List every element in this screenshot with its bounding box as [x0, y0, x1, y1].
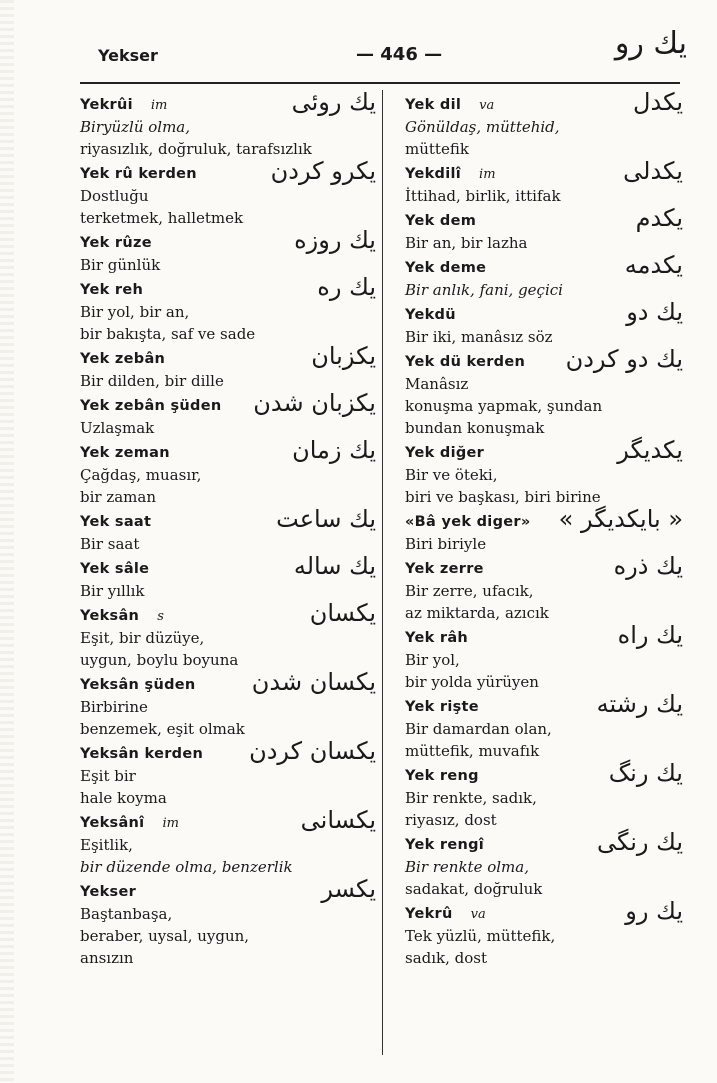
dictionary-entry — [405, 505, 683, 555]
arabic-script: يكسر — [321, 875, 376, 903]
dictionary-entry — [80, 552, 376, 602]
dictionary-entry — [405, 436, 683, 508]
dictionary-entry — [405, 759, 683, 831]
arabic-script: يكدل — [633, 88, 683, 116]
dictionary-entry — [80, 226, 376, 276]
arabic-script: يك رنگى — [596, 828, 683, 856]
arabic-script: « بايكديگر » — [558, 505, 683, 533]
arabic-script: يك دو — [626, 298, 683, 326]
definition-line: Birbirine — [80, 698, 148, 716]
headword-line — [80, 875, 376, 903]
headword: Yek rû kerden — [80, 166, 197, 182]
headword-line — [80, 436, 376, 464]
headword: Yek saat — [80, 514, 152, 530]
dictionary-entry — [80, 505, 376, 555]
dictionary-entry — [80, 668, 376, 740]
headword: Yek zebân — [80, 351, 166, 367]
dictionary-entry — [405, 690, 683, 762]
dictionary-entry — [405, 897, 683, 969]
arabic-script: يك زمان — [292, 436, 376, 464]
arabic-script: يك دو كردن — [565, 345, 683, 373]
headword-line — [405, 690, 683, 718]
headword-line — [80, 389, 376, 417]
dictionary-entry — [80, 436, 376, 508]
headword-line — [405, 621, 683, 649]
headword-line — [80, 157, 376, 185]
definition-line: riyasız, dost — [405, 811, 497, 829]
arabic-script: يك رنگ — [608, 759, 683, 787]
arabic-script: يك ساله — [293, 552, 376, 580]
definition-line: Eşitlik, — [80, 836, 133, 854]
definition-line: Bir renkte, sadık, — [405, 789, 537, 807]
left-column — [80, 88, 376, 972]
arabic-script: يك روزه — [294, 226, 376, 254]
arabic-script: يكزبان شدن — [253, 389, 376, 417]
page-number: — 446 — — [356, 44, 443, 65]
arabic-script: يكسان كردن — [249, 737, 376, 765]
headword-line — [405, 157, 683, 185]
headword: Yek dem — [405, 213, 477, 229]
dictionary-entry — [405, 345, 683, 439]
definition-line: Uzlaşmak — [80, 419, 155, 437]
headword: Yeksân — [80, 608, 140, 624]
definition-line: az miktarda, azıcık — [405, 604, 549, 622]
headword-line — [405, 298, 683, 326]
definition-line: uygun, boylu boyuna — [80, 651, 239, 669]
dictionary-entry — [405, 157, 683, 207]
definition-line: riyasızlık, doğruluk, tarafsızlık — [80, 140, 312, 158]
headword: Yek diğer — [405, 445, 485, 461]
definition-line: sadık, dost — [405, 949, 488, 967]
definition-line: Bir günlük — [80, 256, 161, 274]
dictionary-entry — [80, 875, 376, 969]
headword-line — [80, 226, 376, 254]
headword: Yeksânî — [80, 815, 145, 831]
definition-line: Bir anlık, fani, geçici — [405, 281, 563, 299]
headword: Yek dü kerden — [405, 354, 526, 370]
definition-line: Bir damardan olan, — [405, 720, 552, 738]
dictionary-entry — [80, 273, 376, 345]
dictionary-entry — [80, 806, 376, 878]
definition-line: Eşit, bir düzüye, — [80, 629, 205, 647]
definition-line: bir yolda yürüyen — [405, 673, 539, 691]
headword-line — [80, 505, 376, 533]
dictionary-entry — [80, 389, 376, 439]
arabic-script: يك راه — [617, 621, 683, 649]
arabic-script: يك ذره — [613, 552, 683, 580]
headword: Yek zerre — [405, 561, 484, 577]
dictionary-entry — [405, 88, 683, 160]
headword: Yek zeman — [80, 445, 170, 461]
page-binding-edge — [0, 0, 14, 1083]
definition-line: sadakat, doğruluk — [405, 880, 543, 898]
grammar-tag: va — [470, 907, 486, 922]
dictionary-entry — [80, 599, 376, 671]
headword: Yek sâle — [80, 561, 150, 577]
definition-line: Bir yol, — [405, 651, 460, 669]
grammar-tag: im — [150, 98, 168, 113]
headword-line — [405, 251, 683, 279]
arabic-script: يكسان — [309, 599, 376, 627]
dictionary-entry — [80, 88, 376, 160]
grammar-tag: va — [479, 98, 495, 113]
definition-line: Bir yıllık — [80, 582, 145, 600]
definition-line: beraber, uysal, uygun, — [80, 927, 250, 945]
headword: Yek rengî — [405, 837, 485, 853]
headword: Yeksân şüden — [80, 677, 196, 693]
definition-line: Bir saat — [80, 535, 140, 553]
headword-line — [405, 897, 683, 925]
headword-line — [405, 204, 683, 232]
definition-line: benzemek, eşit olmak — [80, 720, 245, 738]
headword: Yekdü — [405, 307, 456, 323]
definition-line: Baştanbaşa, — [80, 905, 173, 923]
headword: Yekdilî — [405, 166, 462, 182]
arabic-script: يك ره — [317, 273, 376, 301]
definition-line: Biri biriyle — [405, 535, 487, 553]
dictionary-entry — [80, 737, 376, 809]
arabic-script: يكدلى — [623, 157, 683, 185]
headword: Yekser — [80, 884, 137, 900]
dictionary-entry — [80, 342, 376, 392]
definition-line: bir zaman — [80, 488, 157, 506]
definition-line: Bir zerre, ufacık, — [405, 582, 534, 600]
arabic-script: يكدم — [635, 204, 683, 232]
arabic-script: يكزبان — [311, 342, 376, 370]
headword-line — [405, 436, 683, 464]
arabic-script: يكديگر — [617, 436, 683, 464]
headword-line — [405, 759, 683, 787]
headword: Yek deme — [405, 260, 487, 276]
definition-line: konuşma yapmak, şundan — [405, 397, 603, 415]
running-head-word: Yekser — [98, 46, 158, 65]
definition-line: Eşit bir — [80, 767, 136, 785]
definition-line: hale koyma — [80, 789, 167, 807]
headword-line — [80, 668, 376, 696]
page-header — [0, 0, 717, 80]
definition-line: Çağdaş, muasır, — [80, 466, 202, 484]
headword: Yekrûi — [80, 97, 133, 113]
definition-line: Bir yol, bir an, — [80, 303, 190, 321]
definition-line: Bir ve öteki, — [405, 466, 498, 484]
dictionary-entry — [405, 552, 683, 624]
definition-line: Dostluğu — [80, 187, 149, 205]
definition-line: ansızın — [80, 949, 134, 967]
headword: Yek reh — [80, 282, 144, 298]
definition-line: Tek yüzlü, müttefik, — [405, 927, 556, 945]
arabic-script: يك روئى — [291, 88, 376, 116]
arabic-script: يكسانى — [300, 806, 376, 834]
arabic-script: يكسان شدن — [251, 668, 376, 696]
dictionary-entry — [405, 621, 683, 693]
column-divider — [382, 90, 383, 1055]
arabic-script: يك رو — [625, 897, 683, 925]
headword: Yek dil — [405, 97, 462, 113]
headword: Yeksân kerden — [80, 746, 204, 762]
definition-line: Bir dilden, bir dille — [80, 372, 224, 390]
headword-line — [405, 345, 683, 373]
grammar-tag: im — [162, 816, 179, 831]
right-column — [405, 88, 683, 972]
arabic-script: يك رشته — [596, 690, 683, 718]
definition-line: bir düzende olma, benzerlik — [80, 858, 293, 876]
dictionary-entry — [405, 204, 683, 254]
grammar-tag: im — [479, 167, 496, 182]
headword-line — [80, 552, 376, 580]
headword: Yek rişte — [405, 699, 479, 715]
headword-line — [80, 273, 376, 301]
dictionary-entry — [405, 298, 683, 348]
headword-line — [80, 806, 376, 834]
headword-line — [80, 88, 376, 116]
headword: Yek râh — [405, 630, 469, 646]
definition-line: müttefik — [405, 140, 469, 158]
headword-line — [405, 505, 683, 533]
running-head-arabic: يك رو — [614, 26, 687, 61]
dictionary-entry — [80, 157, 376, 229]
headword: Yek zebân şüden — [80, 398, 222, 414]
definition-line: Bir an, bir lazha — [405, 234, 528, 252]
headword: Yekrû — [405, 906, 453, 922]
definition-line: bundan konuşmak — [405, 419, 545, 437]
grammar-tag: s — [157, 609, 164, 624]
arabic-script: يك ساعت — [276, 505, 376, 533]
headword: «Bâ yek diger» — [405, 514, 531, 530]
headword: Yek rûze — [80, 235, 152, 251]
headword-line — [405, 552, 683, 580]
definition-line: müttefik, muvafık — [405, 742, 540, 760]
headword-line — [405, 828, 683, 856]
definition-line: İttihad, birlik, ittifak — [405, 187, 561, 205]
headword-line — [405, 88, 683, 116]
headword-line — [80, 342, 376, 370]
definition-line: Biryüzlü olma, — [80, 118, 191, 136]
definition-line: Bir iki, manâsız söz — [405, 328, 553, 346]
headword-line — [80, 599, 376, 627]
definition-line: Gönüldaş, müttehid, — [405, 118, 560, 136]
dictionary-entry — [405, 251, 683, 301]
headword-line — [80, 737, 376, 765]
arabic-script: يكدمه — [624, 251, 683, 279]
dictionary-entry — [405, 828, 683, 900]
headword: Yek reng — [405, 768, 479, 784]
definition-line: biri ve başkası, biri birine — [405, 488, 601, 506]
definition-line: bir bakışta, saf ve sade — [80, 325, 256, 343]
definition-line: terketmek, halletmek — [80, 209, 244, 227]
arabic-script: يكرو كردن — [270, 157, 376, 185]
definition-line: Manâsız — [405, 375, 469, 393]
definition-line: Bir renkte olma, — [405, 858, 529, 876]
header-rule — [80, 82, 680, 84]
